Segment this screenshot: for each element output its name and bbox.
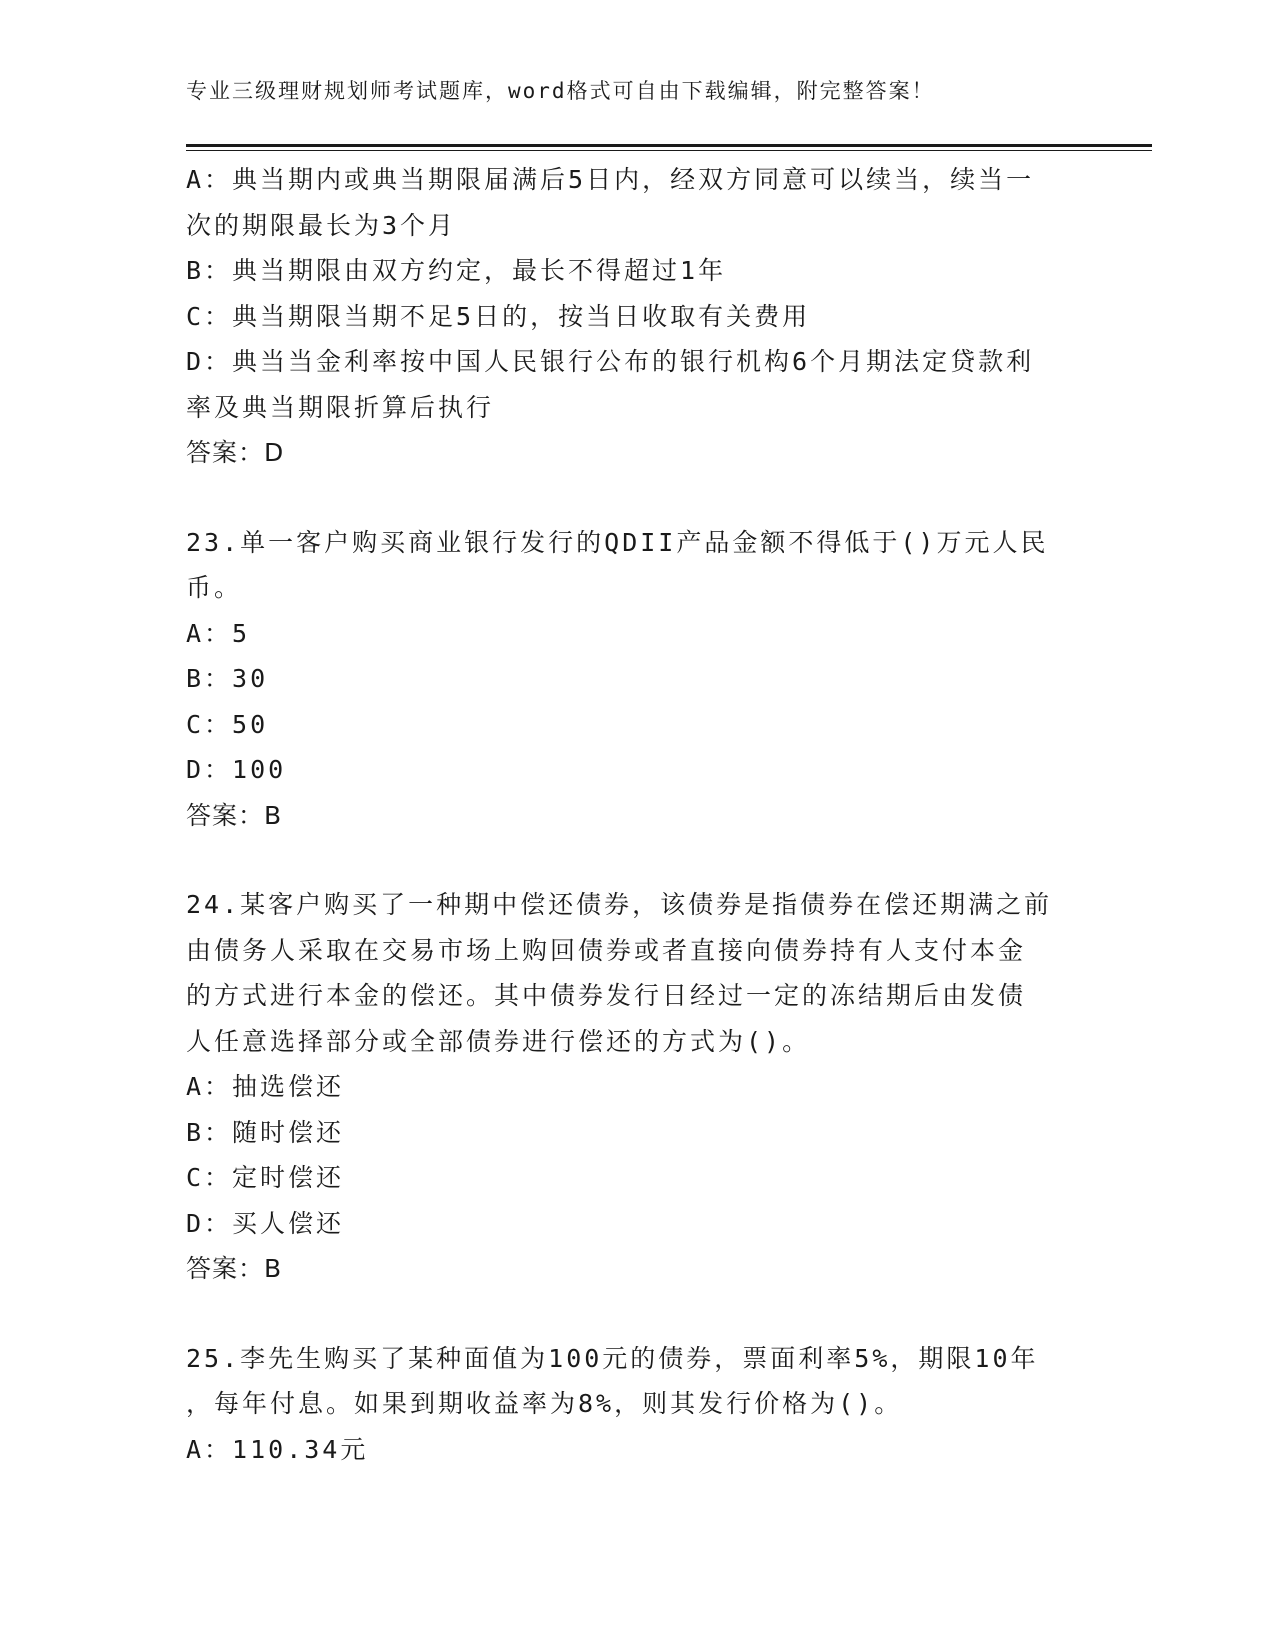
header-rule-thick bbox=[186, 144, 1152, 147]
option-d-line-1: D：典当当金利率按中国人民银行公布的银行机构6个月期法定贷款利 bbox=[186, 347, 1035, 376]
option-d: D：买人偿还 bbox=[186, 1208, 345, 1238]
option-a: A：110.34元 bbox=[186, 1434, 369, 1464]
question-24 bbox=[186, 882, 1086, 1292]
option-d: D：100 bbox=[186, 755, 287, 784]
question-content bbox=[186, 157, 1086, 1472]
question-22-options bbox=[186, 157, 1086, 476]
spacer bbox=[186, 1292, 1086, 1336]
page-header: 专业三级理财规划师考试题库，word格式可自由下载编辑，附完整答案！ bbox=[186, 79, 935, 103]
option-b: B：典当期限由双方约定，最长不得超过1年 bbox=[186, 256, 727, 285]
option-c: C：定时偿还 bbox=[186, 1163, 345, 1192]
spacer bbox=[186, 476, 1086, 520]
question-24-line-4: 人任意选择部分或全部债券进行偿还的方式为()。 bbox=[186, 1026, 811, 1056]
answer-24: 答案：B bbox=[186, 1254, 283, 1283]
question-25-line-2: ，每年付息。如果到期收益率为8%，则其发行价格为()。 bbox=[186, 1389, 903, 1418]
question-23-line-1: 23.单一客户购买商业银行发行的QDII产品金额不得低于()万元人民 bbox=[186, 527, 1049, 557]
option-c: C：典当期限当期不足5日的，按当日收取有关费用 bbox=[186, 301, 811, 331]
question-23 bbox=[186, 520, 1086, 839]
option-a-line-2: 次的期限最长为3个月 bbox=[186, 210, 457, 240]
answer-22: 答案：D bbox=[186, 438, 285, 467]
answer-23: 答案：B bbox=[186, 800, 283, 830]
option-d-line-2: 率及典当期限折算后执行 bbox=[186, 392, 495, 422]
header-rule-thin bbox=[186, 150, 1152, 151]
question-24-line-2: 由债务人采取在交易市场上购回债券或者直接向债券持有人支付本金 bbox=[186, 935, 1027, 965]
option-a: A：抽选偿还 bbox=[186, 1072, 345, 1101]
option-a-line-1: A：典当期内或典当期限届满后5日内，经双方同意可以续当，续当一 bbox=[186, 165, 1035, 194]
question-23-line-2: 币。 bbox=[186, 573, 243, 602]
option-a: A：5 bbox=[186, 618, 251, 648]
spacer bbox=[186, 838, 1086, 882]
option-b: B：30 bbox=[186, 664, 269, 693]
question-25 bbox=[186, 1336, 1086, 1473]
option-b: B：随时偿还 bbox=[186, 1117, 345, 1147]
option-c: C：50 bbox=[186, 709, 269, 739]
question-24-line-3: 的方式进行本金的偿还。其中债券发行日经过一定的冻结期后由发债 bbox=[186, 981, 1027, 1010]
question-24-line-1: 24.某客户购买了一种期中偿还债券，该债券是指债券在偿还期满之前 bbox=[186, 890, 1053, 919]
question-25-line-1: 25.李先生购买了某种面值为100元的债券，票面利率5%，期限10年 bbox=[186, 1343, 1039, 1373]
